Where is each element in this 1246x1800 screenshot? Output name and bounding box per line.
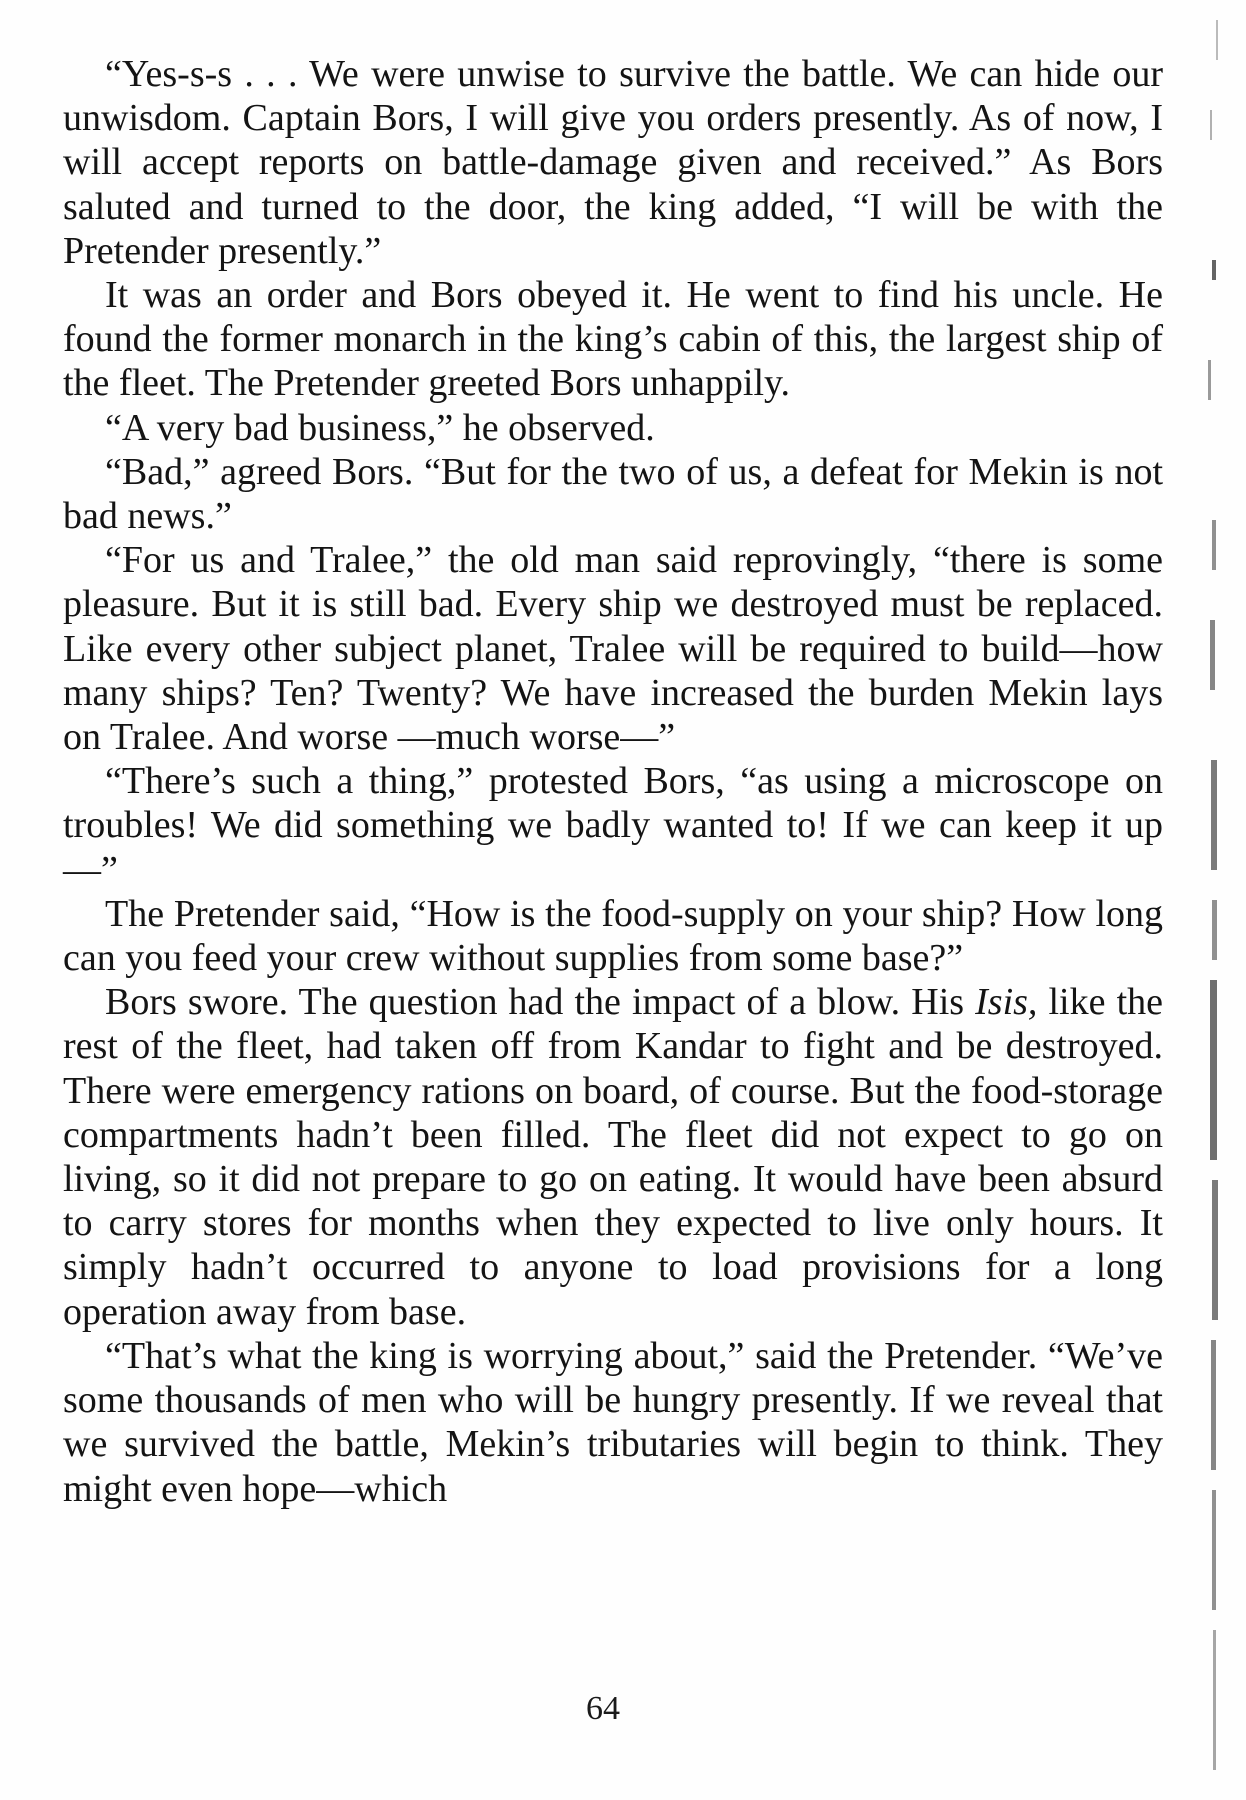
paragraph-text: “Yes-s-s . . . We were unwise to survive the battle. We can hide our unwisdom. Captain Bors, I will give you orders presently. As of now, I will accept reports on battle-damage given and received.” As Bors saluted and turned to the door, the king added, “I will be with the Pretender presently.” — [63, 53, 1163, 272]
scan-mark — [1210, 110, 1212, 140]
scan-mark — [1213, 1630, 1216, 1770]
scan-mark — [1216, 20, 1218, 60]
paragraph-text: It was an order and Bors obeyed it. He went to find his uncle. He found the former monarch in the king’s cabin of this, the largest ship of the fleet. The Pretender greeted Bors unhappily. — [63, 274, 1163, 405]
scan-mark — [1211, 1340, 1216, 1470]
scan-mark — [1212, 260, 1216, 280]
paragraph-text: “There’s such a thing,” protested Bors, “as using a microscope on troubles! We did something we badly wanted to! If we can keep it up—” — [63, 760, 1163, 891]
page-number: 64 — [586, 1690, 620, 1727]
scan-mark — [1212, 1180, 1218, 1320]
paragraph-text: “For us and Tralee,” the old man said reprovingly, “there is some pleasure. But it is still bad. Every ship we destroyed must be replaced. Like every other subject planet, Tralee will be required to build—how many ships? Ten? Twenty? We have increased the burden Mekin lays on Tralee. And worse —much worse—” — [63, 539, 1163, 759]
scan-mark — [1210, 620, 1215, 690]
scan-edge-gutter — [1190, 0, 1246, 1800]
paragraph-8 — [63, 980, 1163, 1334]
ship-name-italic: Isis, — [975, 981, 1038, 1024]
paragraph-6 — [63, 759, 1163, 892]
scan-mark — [1212, 900, 1217, 960]
paragraph-text: “That’s what the king is worrying about,” said the Pretender. “We’ve some thousands of men who will be hungry presently. If we reveal that we survived the battle, Mekin’s tributaries will begin to think. They might even hope—which — [63, 1334, 1163, 1510]
paragraph-text: “Bad,” agreed Bors. “But for the two of us, a defeat for Mekin is not bad news.” — [63, 450, 1163, 538]
scan-mark — [1208, 360, 1211, 400]
scan-mark — [1210, 980, 1217, 1160]
scan-mark — [1211, 760, 1217, 870]
paragraph-2 — [63, 273, 1163, 406]
body-text — [63, 52, 1163, 1511]
paragraph-4 — [63, 450, 1163, 538]
paragraph-text: The Pretender said, “How is the food-supply on your ship? How long can you feed your crew without supplies from some base?” — [63, 892, 1163, 980]
paragraph-1 — [63, 52, 1163, 273]
paragraph-5 — [63, 538, 1163, 759]
paragraph-text: “A very bad business,” he observed. — [105, 406, 655, 449]
scan-mark — [1212, 520, 1216, 570]
paragraph-text: Bors swore. The question had the impact of a blow. His — [105, 981, 976, 1024]
paragraph-3 — [63, 406, 1163, 450]
paragraph-text: like the rest of the fleet, had taken off from Kandar to fight and be destroyed. There were emergency rations on board, of course. But the food-storage compartments hadn’t been filled. The fleet did not expect to go on living, so it did not prepare to go on eating. It would have been absurd to carry stores for months when they expected to live only hours. It simply hadn’t occurred to anyone to load provisions for a long operation away from base. — [63, 981, 1163, 1333]
paragraph-7 — [63, 892, 1163, 980]
paragraph-9 — [63, 1334, 1163, 1511]
scan-mark — [1212, 1490, 1216, 1610]
